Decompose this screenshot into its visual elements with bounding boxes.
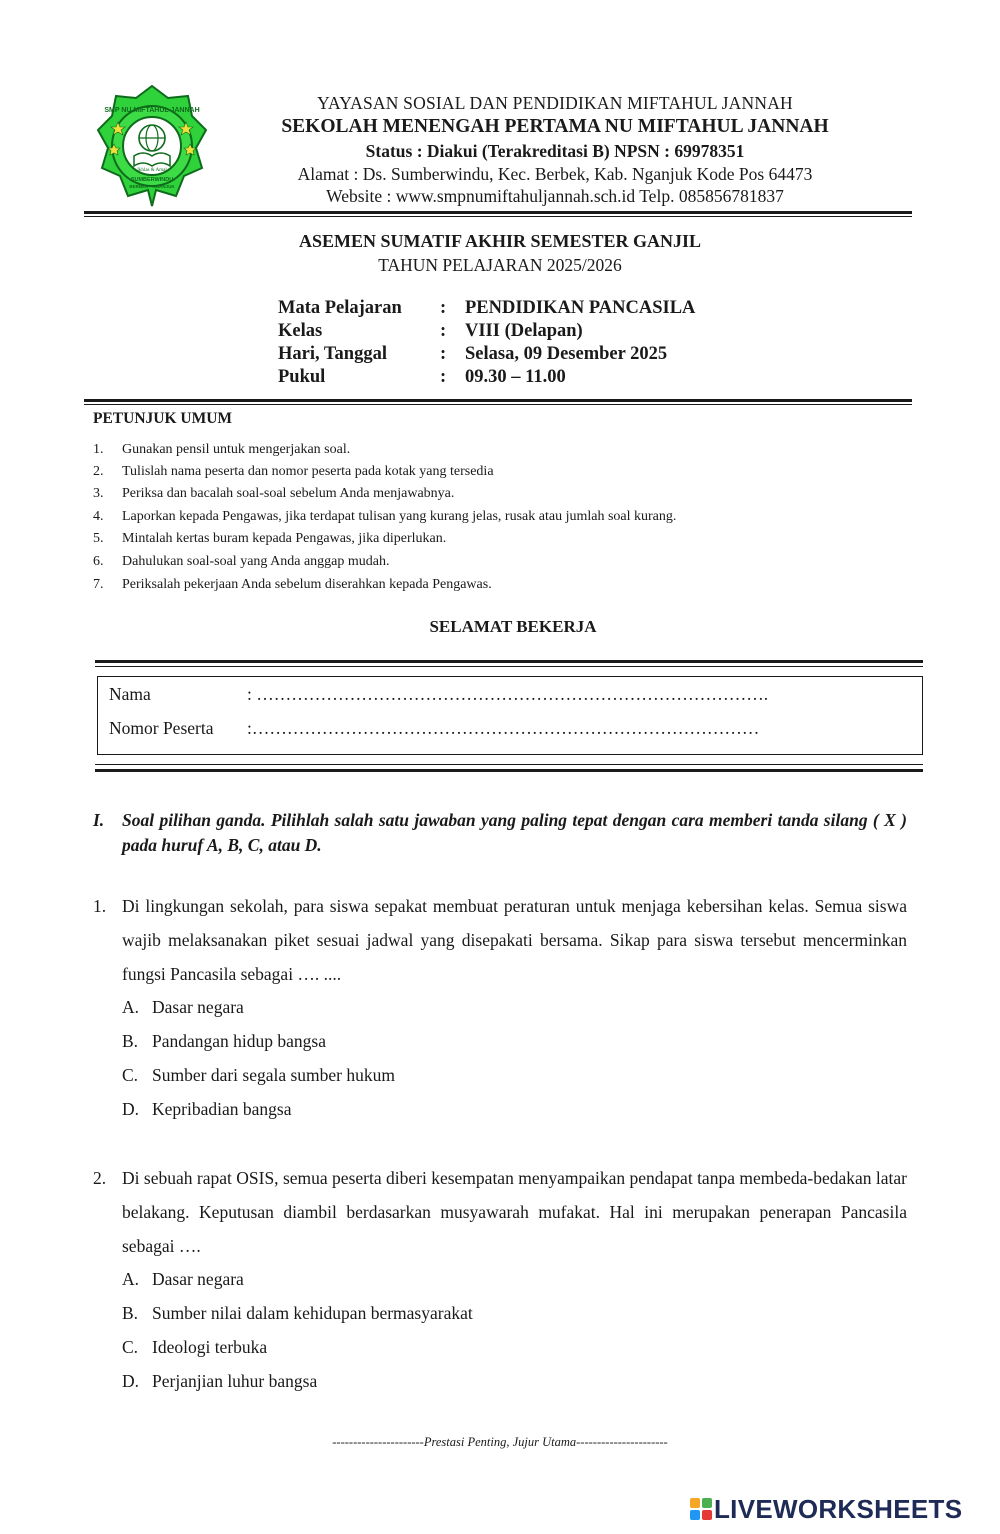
option-text: Pandangan hidup bangsa: [152, 1031, 326, 1051]
option-text: Kepribadian bangsa: [152, 1099, 292, 1119]
option-letter: D.: [122, 1099, 140, 1119]
instruction-text: Periksa dan bacalah soal-soal sebelum Anda menjawabnya.: [122, 486, 455, 501]
exam-title: ASEMEN SUMATIF AKHIR SEMESTER GANJIL: [298, 231, 702, 251]
instruction-number: 2.: [93, 464, 104, 479]
instruction-text: Mintalah kertas buram kepada Pengawas, jika diperlukan.: [122, 531, 447, 546]
option-letter: C.: [122, 1065, 139, 1085]
instruction-number: 4.: [93, 509, 104, 524]
instruction-text: Laporkan kepada Pengawas, jika terdapat tulisan yang kurang jelas, rusak atau jumlah soal kurang.: [122, 509, 677, 524]
info-colon: :: [440, 321, 447, 341]
school-name: SEKOLAH MENENGAH PERTAMA NU MIFTAHUL JANNAH: [281, 116, 829, 137]
option-text: Ideologi terbuka: [152, 1337, 268, 1357]
instruction-number: 7.: [93, 577, 104, 592]
section-text: Soal pilihan ganda. Pilihlah salah satu jawaban yang paling tepat dengan cara memberi tanda silang ( X ) pada huruf A, B, C, atau D.: [122, 810, 907, 855]
option-letter: D.: [122, 1371, 140, 1391]
option-letter: A.: [122, 997, 140, 1017]
info-divider-thin: [84, 404, 912, 405]
closing-text: SELAMAT BEKERJA: [429, 617, 597, 636]
info-value: Selasa, 09 Desember 2025: [465, 344, 668, 364]
instruction-text: Tulislah nama peserta dan nomor peserta pada kotak yang tersedia: [122, 464, 494, 479]
instruction-text: Periksalah pekerjaan Anda sebelum diserahkan kepada Pengawas.: [122, 577, 492, 592]
name-field[interactable]: : …………………………………………………………………………….: [247, 684, 769, 704]
instruction-number: 6.: [93, 554, 104, 569]
section-instruction: [93, 808, 907, 860]
option-text: Sumber nilai dalam kehidupan bermasyarakat: [152, 1303, 473, 1323]
info-label: Mata Pelajaran: [278, 298, 402, 318]
option-text: Perjanjian luhur bangsa: [152, 1371, 318, 1391]
school-website: Website : www.smpnumiftahuljannah.sch.id Telp. 085856781837: [326, 186, 784, 206]
participant-number-field[interactable]: :……………………………………………………………………………: [247, 718, 760, 738]
participant-number-label: Nomor Peserta: [109, 718, 214, 738]
instruction-number: 3.: [93, 486, 104, 501]
instruction-text: Dahulukan soal-soal yang Anda anggap mudah.: [122, 554, 390, 569]
question-text: Di sebuah rapat OSIS, semua peserta diberi kesempatan menyampaikan pendapat tanpa membeda-bedakan latar belakang. Keputusan diambil berdasarkan musyawarah mufakat. Hal ini merupakan penerapan Pancasila sebagai ….: [122, 1168, 907, 1256]
instruction-text: Gunakan pensil untuk mengerjakan soal.: [122, 442, 351, 457]
option-letter: B.: [122, 1303, 139, 1323]
option-letter: C.: [122, 1337, 139, 1357]
instructions-title: PETUNJUK UMUM: [93, 410, 233, 427]
identity-divider-top-thick: [95, 660, 923, 663]
logo-bottom-line2: BERBEK - NGANJUK: [129, 184, 175, 189]
logo-book-text: Ikhlas & Amal: [137, 168, 167, 173]
instruction-number: 5.: [93, 531, 104, 546]
header-divider-thick: [84, 211, 912, 214]
exam-year: TAHUN PELAJARAN 2025/2026: [378, 255, 622, 275]
identity-divider-top-thin: [95, 666, 923, 667]
foundation-name: YAYASAN SOSIAL DAN PENDIDIKAN MIFTAHUL JANNAH: [317, 93, 793, 113]
info-value: VIII (Delapan): [465, 321, 583, 341]
option-letter: A.: [122, 1269, 140, 1289]
liveworksheets-logo-icon: [690, 1498, 712, 1520]
option-letter: B.: [122, 1031, 139, 1051]
option-text: Dasar negara: [152, 997, 244, 1017]
info-label: Kelas: [278, 321, 323, 341]
section-number: I.: [93, 810, 105, 830]
school-status: Status : Diakui (Terakreditasi B) NPSN : 69978351: [365, 141, 745, 161]
info-label: Hari, Tanggal: [278, 344, 387, 364]
identity-divider-bottom-thick: [95, 769, 923, 772]
question-number: 1.: [93, 896, 107, 916]
info-colon: :: [440, 344, 447, 364]
school-logo: [96, 84, 208, 208]
instruction-number: 1.: [93, 442, 104, 457]
info-value: 09.30 – 11.00: [465, 367, 566, 387]
school-address: Alamat : Ds. Sumberwindu, Kec. Berbek, Kab. Nganjuk Kode Pos 64473: [297, 164, 813, 184]
identity-divider-bottom-thin: [95, 764, 923, 765]
logo-bottom-line1: SUMBERWINDU: [130, 177, 174, 183]
info-value: PENDIDIKAN PANCASILA: [465, 298, 696, 318]
logo-top-text: SMP NU MIFTAHUL JANNAH: [104, 107, 200, 114]
info-label: Pukul: [278, 367, 326, 387]
header-divider-thin: [84, 216, 912, 217]
liveworksheets-wordmark: LIVEWORKSHEETS: [714, 1494, 963, 1524]
name-label: Nama: [109, 684, 151, 704]
question-number: 2.: [93, 1168, 107, 1188]
info-colon: :: [440, 298, 447, 318]
option-text: Sumber dari segala sumber hukum: [152, 1065, 396, 1085]
question-text: Di lingkungan sekolah, para siswa sepakat membuat peraturan untuk menjaga kebersihan kelas. Semua siswa wajib melaksanakan piket sesuai jadwal yang disepakati bersama. Sikap para siswa tersebut mencerminkan fungsi Pancasila sebagai …. ....: [122, 896, 907, 984]
info-divider-thick: [84, 399, 912, 402]
option-text: Dasar negara: [152, 1269, 244, 1289]
info-colon: :: [440, 367, 447, 387]
liveworksheets-brand: [690, 1494, 990, 1528]
footer-motto: ----------------------Prestasi Penting, Jujur Utama----------------------: [332, 1435, 668, 1449]
